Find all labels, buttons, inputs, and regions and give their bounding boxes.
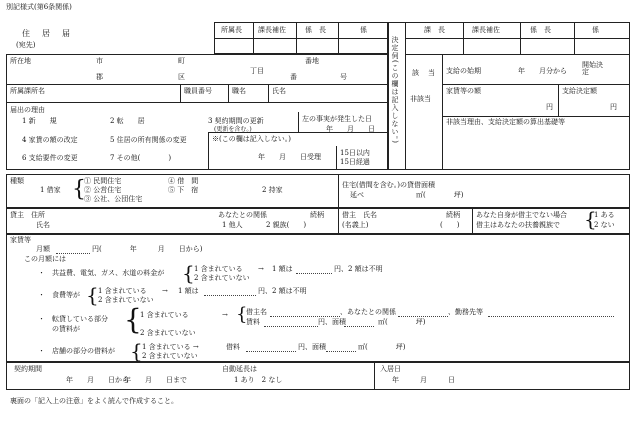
brace: { [584,207,597,231]
fact-date-value: 年 月 日 [326,125,375,133]
residence-form-title: 住 居 届 [22,29,72,38]
rented-house-option[interactable]: 1 借家 [40,186,61,194]
lessee-kinship: 続柄 [446,211,460,219]
meals-not-included[interactable]: 2 含まれていない [98,296,154,304]
sublet-label: 転貸している部分の賃料が [52,315,108,333]
reason-other: 7 その他( ) [110,154,172,162]
dependent-no[interactable]: 2 ない [594,221,615,229]
sublet-included[interactable]: 1 含まれている [140,311,189,319]
utilities-amount: 1 額は [272,265,293,273]
monthly-includes: この月額には [24,255,66,263]
workplace-label: 、勤務先等 [448,308,483,316]
reason-new: 1 新 規 [22,117,57,125]
within-15-days: 15日以内 [340,149,370,157]
address-table [6,54,388,170]
start-decision: 開始決定 [582,61,603,76]
not-applicable-label: 非該当 [410,95,431,103]
move-in-label: 入居日 [380,365,401,373]
auto-renew-options[interactable]: 1 あり 2 なし [234,376,283,384]
fact-date-label: 左の事実が発生した日 [302,115,372,123]
approver-staff: 係 [360,26,367,34]
staff-number-label: 職員番号 [184,87,212,95]
sublet-sqm: ㎡( 坪) [378,318,426,326]
addr-ban: 番 [290,73,297,81]
receipt-date: 年 月 日受理 [258,153,321,161]
meals-label: 食費等が [52,291,80,299]
landlord-name-label: 氏名 [36,221,50,229]
rent-amount-label: 家賃等の額 [446,87,481,95]
utilities-included[interactable]: 1 含まれている [194,265,243,273]
addr-ward: 区 [178,73,185,81]
store-area-label: 円、面積 [298,343,326,351]
lessee-dependent: 借主はあなたの扶養親族で [476,221,560,229]
applicable-label: 該 当 [412,69,436,77]
reason-title: 届出の理由 [10,106,45,114]
brace: { [130,339,143,363]
arrow-icon: → [258,265,264,273]
floor-area-label: 住宅(借間を含む。)の貸借面積 [342,181,435,189]
approver-right-staff: 係 [592,26,599,34]
brace: { [236,304,248,325]
bullet: ・ [38,291,45,299]
rent-type-corp[interactable]: ③ 公社、公団住宅 [84,195,143,203]
relation2-label: 、あなたとの関係 [340,308,396,316]
utilities-amount-unknown: 円、2 額は不明 [334,265,383,273]
addr-chome: 丁目 [250,67,264,75]
reason-move: 2 転 居 [110,117,145,125]
rent-type-private[interactable]: ① 民間住宅 [84,177,122,185]
reason-requirement-change: 6 支給要件の変更 [22,154,78,162]
reason-ownership-change: 5 住居の所有関係の変更 [110,136,187,144]
arrow-icon: → [222,311,228,319]
relation-label: あなたとの関係 [218,211,267,219]
monthly-label: 月額 [36,245,50,253]
payment-start-month: 年 月分から [518,67,567,75]
addr-lot: 番地 [305,57,319,65]
meals-amount: 1 額は [178,287,199,295]
own-house-option[interactable]: 2 持家 [262,186,283,194]
approver-deputy: 課長補佐 [258,26,286,34]
addr-county: 郡 [96,73,103,81]
rent-fee-label: 賃料 [246,318,260,326]
self-not-lessee: あなた自身が借主でない場合 [476,211,567,219]
footer-note: 裏面の「記入上の注意」をよく読んで作成すること。 [10,397,178,405]
approver-right-section-head: 係 長 [530,26,551,34]
dependent-yes[interactable]: 1 ある [594,211,615,219]
reason-renewal: 3 契約期間の更新 [208,117,264,125]
over-15-days: 15日経過 [340,158,370,166]
total-area-label: 延べ [350,191,364,199]
approver-right-deputy: 課長補佐 [472,26,500,34]
brace: { [182,261,195,285]
rent-type-public[interactable]: ② 公営住宅 [84,186,122,194]
name-label: 氏名 [272,87,286,95]
sqm-tsubo: ㎡( 坪) [416,191,464,199]
contract-from: 年 月 日から [66,376,129,384]
lessee-sub-label: (名義上) [342,221,369,229]
area-label: 円、面積 [318,318,346,326]
basis-note: 非該当理由、支給決定額の算出基礎等 [446,118,565,126]
kinship-label: 続柄 [310,211,324,219]
reason-rent-change: 4 家賃の額の改定 [22,136,78,144]
addr-go: 号 [340,73,347,81]
rent-type-lodging[interactable]: ⑤ 下 宿 [168,186,199,194]
auto-renew-label: 自動延長は [222,365,257,373]
rent-amount-yen: 円 [546,103,553,111]
lessee-name-label: 借主 氏名 [342,211,377,219]
contract-to: 年 月 日まで [124,376,187,384]
brace: { [72,177,86,202]
bullet: ・ [38,347,45,355]
addr-city: 市 [96,57,103,65]
brace: { [86,283,99,307]
reason-renewal-note: (更新を含む。) [214,126,252,133]
store-sqm: ㎡( 坪) [358,343,406,351]
approver-right-chief: 課 長 [424,26,445,34]
type-label: 種類 [10,177,24,185]
brace: { [124,303,142,336]
bullet: ・ [38,269,45,277]
contract-period-label: 契約期間 [14,365,42,373]
rent-section-label: 家賃等 [10,236,31,244]
post-label: 職名 [232,87,246,95]
decision-note: 決定伺(この欄は記入しない。) [391,36,399,144]
rent-type-room[interactable]: ④ 借 間 [168,177,199,185]
meals-included[interactable]: 1 含まれている [98,287,147,295]
relation-other[interactable]: 1 他人 [222,221,243,229]
relation-relatives[interactable]: 2 親族( ) [266,221,307,229]
store-not-included[interactable]: 2 含まれていない [142,352,198,360]
approver-section-head: 係 長 [305,26,326,34]
rent-from: 円( 年 月 日から) [92,245,203,253]
addressee: (宛先) [16,41,36,49]
sublet-not-included[interactable]: 2 含まれていない [140,329,196,337]
landlord-address-label: 貸主 住所 [10,211,45,219]
no-fill-note: ※(この欄は記入しない。) [212,135,291,143]
store-included[interactable]: 1 含まれている → [142,343,199,351]
lessee-kinship-paren: ( ) [440,221,460,229]
bullet: ・ [38,315,45,323]
store-label: 店舗の部分の借料が [52,347,115,355]
approver-chief: 所属長 [221,26,242,34]
allowance-decided-label: 支給決定額 [562,87,597,95]
form-title: 別記様式(第6条関係) [6,3,72,11]
arrow-icon: → [162,287,168,295]
utilities-label: 共益費、電気、ガス、水道の料金が [52,269,165,277]
dept-label: 所属課所名 [10,87,45,95]
allowance-yen: 円 [610,103,617,111]
utilities-not-included[interactable]: 2 含まれていない [194,274,250,282]
addr-town: 町 [178,57,185,65]
payment-start-label: 支給の始期 [446,67,481,75]
meals-amount-unknown: 円、2 額は不明 [258,287,307,295]
borrower-label: 借主名 [246,308,267,316]
move-in-date: 年 月 日 [392,376,455,384]
store-rent-label: 借料 [226,343,240,351]
address-label: 所在地 [10,57,31,65]
